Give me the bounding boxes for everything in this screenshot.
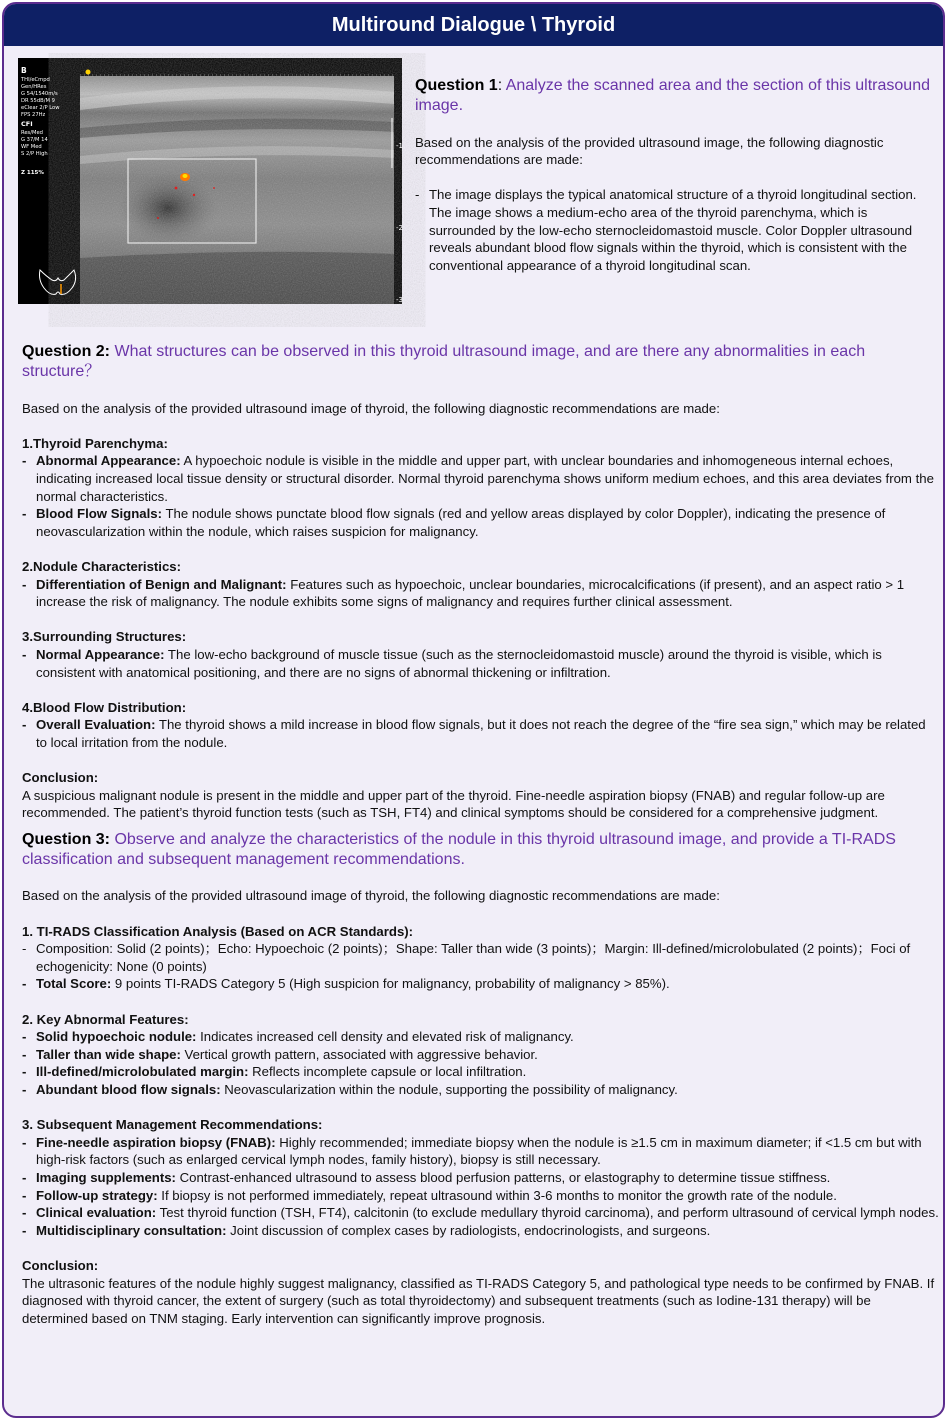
question-2-label: Question 2: bbox=[22, 343, 111, 360]
section-title: 2.Nodule Characteristics: bbox=[22, 558, 182, 574]
question-1-separator: : bbox=[497, 77, 503, 94]
question-3-heading bbox=[22, 830, 940, 870]
list-item: - Ill-defined/microlobulated margin: Reflects incomplete capsule or local infiltration. bbox=[22, 1064, 527, 1080]
ultrasound-scan bbox=[18, 58, 402, 304]
depth-mark-3: -3 bbox=[396, 296, 403, 304]
conclusion-title: Conclusion: bbox=[22, 770, 99, 786]
param-b-2: G 54/1540m/s bbox=[21, 91, 58, 97]
param-cfi-1: G 37/M 14 bbox=[21, 137, 48, 143]
question-3-intro: Based on the analysis of the provided ultrasound image of thyroid, the following diagnostic recommendations are made: bbox=[22, 888, 720, 904]
question-3-text: Observe and analyze the characteristics of the nodule in this thyroid ultrasound image, and provide a TI-RADS classification and subsequent management recommendations. bbox=[22, 830, 896, 868]
zoom-label: Z 115% bbox=[21, 170, 44, 176]
question-1-label: Question 1 bbox=[415, 77, 498, 94]
list-item: - Normal Appearance: The low-echo background of muscle tissue (such as the sternocleidomastoid muscle) around the thyroid is visible, which is consistent with anatomical positioning, and there are no signs of abnormal thickening or infiltration. bbox=[22, 646, 882, 680]
list-item: - Abundant blood flow signals: Neovascularization within the nodule, supporting the possibility of malignancy. bbox=[22, 1081, 678, 1097]
question-1-intro: Based on the analysis of the provided ultrasound image, the following diagnostic recommendations are made: bbox=[415, 134, 884, 168]
param-b-4: eClear 2/P Low bbox=[21, 105, 60, 111]
question-1-section bbox=[415, 76, 935, 274]
section-title: 4.Blood Flow Distribution: bbox=[22, 699, 187, 715]
ultrasound-image bbox=[18, 58, 402, 304]
conclusion-title: Conclusion: bbox=[22, 1257, 99, 1273]
list-item: - Multidisciplinary consultation: Joint discussion of complex cases by radiologists, endocrinologists, and surgeons. bbox=[22, 1222, 711, 1238]
page-title: Multiround Dialogue \ Thyroid bbox=[4, 4, 943, 46]
section-title: 3.Surrounding Structures: bbox=[22, 629, 187, 645]
param-cfi-0: Res/Med bbox=[21, 130, 43, 136]
list-item: - Overall Evaluation: The thyroid shows a mild increase in blood flow signals, but it does not reach the degree of the “fire sea sign,” which may be related to local irritation from the nodule. bbox=[22, 717, 926, 750]
param-b-3: DR 55dB/M 9 bbox=[21, 98, 55, 104]
depth-mark-2: -2 bbox=[396, 224, 403, 232]
section-title: 3. Subsequent Management Recommendations: bbox=[22, 1117, 323, 1133]
question-2-intro: Based on the analysis of the provided ultrasound image of thyroid, the following diagnostic recommendations are made: bbox=[22, 400, 720, 416]
list-item: - Clinical evaluation: Test thyroid function (TSH, FT4), calcitonin (to exclude medullary thyroid carcinoma), and perform ultrasound of cervical lymph nodes. bbox=[22, 1205, 939, 1221]
param-b-0: THI/eCmpd bbox=[21, 77, 50, 83]
param-b-5: FPS 27Hz bbox=[21, 112, 46, 118]
list-item: - The image displays the typical anatomical structure of a thyroid longitudinal section. The image shows a medium-echo area of the thyroid parenchyma, which is surrounded by the low-echo sternocleidomastoid muscle. Color Doppler ultrasound reveals abundant blood flow signals within the thyroid, which is consistent with the conventional appearance of a thyroid longitudinal scan. bbox=[415, 187, 917, 273]
question-2-heading bbox=[22, 342, 940, 382]
list-item: - Follow-up strategy: If biopsy is not performed immediately, repeat ultrasound within 3-6 months to monitor the growth rate of the nodule. bbox=[22, 1187, 837, 1203]
list-item: - Composition: Solid (2 points)；Echo: Hypoechoic (2 points)；Shape: Taller than wide (3 points)；Margin: Ill-defined/microlobulated (2 points)；Foci of echogenicity: None (0 points) bbox=[22, 941, 911, 974]
answers-section bbox=[22, 342, 940, 1327]
mode-label: B bbox=[21, 66, 27, 75]
list-item: - Blood Flow Signals: The nodule shows punctate blood flow signals (red and yellow areas displayed by color Doppler), indicating the presence of neovascularization within the nodule, which raises suspicion for malignancy. bbox=[22, 506, 886, 539]
conclusion-text: A suspicious malignant nodule is present in the middle and upper part of the thyroid. Fine-needle aspiration biopsy (FNAB) and regular follow-up are recommended. The patient’s thyroid function tests (such as TSH, FT4) and clinical symptoms should be considered for a comprehensive judgment. bbox=[22, 787, 885, 821]
question-1-text: Analyze the scanned area and the section of this ultrasound image. bbox=[415, 77, 930, 114]
cfi-label: CFI bbox=[21, 120, 33, 128]
conclusion-text: The ultrasonic features of the nodule highly suggest malignancy, classified as TI-RADS Category 5, and pathological type needs to be confirmed by FNAB. If diagnosed with thyroid cancer, the extent of surgery (such as total thyroidectomy) and subsequent treatments (such as Iodine-131 therapy) will be determined based on TNM staging. Early intervention can significantly improve prognosis. bbox=[22, 1275, 935, 1326]
question-1-bullet: The image displays the typical anatomical structure of a thyroid longitudinal section. The image shows a medium-echo area of the thyroid parenchyma, which is surrounded by the low-echo sternocleidomastoid muscle. Color Doppler ultrasound reveals abundant blood flow signals within the thyroid, which is consistent with the conventional appearance of a thyroid longitudinal scan. bbox=[429, 187, 917, 273]
list-item: - Taller than wide shape: Vertical growth pattern, associated with aggressive behavior. bbox=[22, 1046, 538, 1062]
list-item: - Total Score: 9 points TI-RADS Category 5 (High suspicion for malignancy, probability of malignancy > 85%). bbox=[22, 976, 670, 992]
param-cfi-2: WF Med bbox=[21, 144, 42, 150]
dialogue-panel bbox=[2, 2, 945, 1418]
question-3-label: Question 3: bbox=[22, 830, 111, 848]
list-item: - Imaging supplements: Contrast-enhanced ultrasound to assess blood perfusion patterns, or elastography to determine tissue stiffness. bbox=[22, 1169, 831, 1185]
section-title: 1. TI-RADS Classification Analysis (Based on ACR Standards): bbox=[22, 923, 414, 939]
list-item: - Fine-needle aspiration biopsy (FNAB): Highly recommended; immediate biopsy when the nodule is ≥1.5 cm in maximum diameter; if <1.5 cm but with high-risk factors (such as enlarged cervical lymph nodes, family history), biopsy is still necessary. bbox=[22, 1134, 922, 1168]
list-item: - Differentiation of Benign and Malignant: Features such as hypoechoic, unclear boundaries, microcalcifications (if present), and an aspect ratio > 1 increase the risk of malignancy. The nodule exhibits some signs of malignancy and requires further clinical assessment. bbox=[22, 576, 905, 610]
question-1-heading bbox=[415, 76, 935, 116]
depth-mark-1: -1 bbox=[396, 142, 403, 150]
section-title: 2. Key Abnormal Features: bbox=[22, 1011, 189, 1027]
list-item: - Abnormal Appearance: A hypoechoic nodule is visible in the middle and upper part, with unclear boundaries and inhomogeneous internal echoes, indicating increased local tissue density or structural disorder. Normal thyroid parenchyma shows uniform medium echoes, and this area deviates from the normal characteristics. bbox=[22, 453, 934, 504]
param-b-1: Gen/HRes bbox=[21, 84, 47, 90]
list-item: - Solid hypoechoic nodule: Indicates increased cell density and elevated risk of malignancy. bbox=[22, 1029, 574, 1045]
question-2-text: What structures can be observed in this thyroid ultrasound image, and are there any abnormalities in each structure？ bbox=[22, 343, 866, 380]
param-cfi-3: S 2/P High bbox=[21, 151, 48, 157]
section-title: 1.Thyroid Parenchyma: bbox=[22, 435, 168, 451]
